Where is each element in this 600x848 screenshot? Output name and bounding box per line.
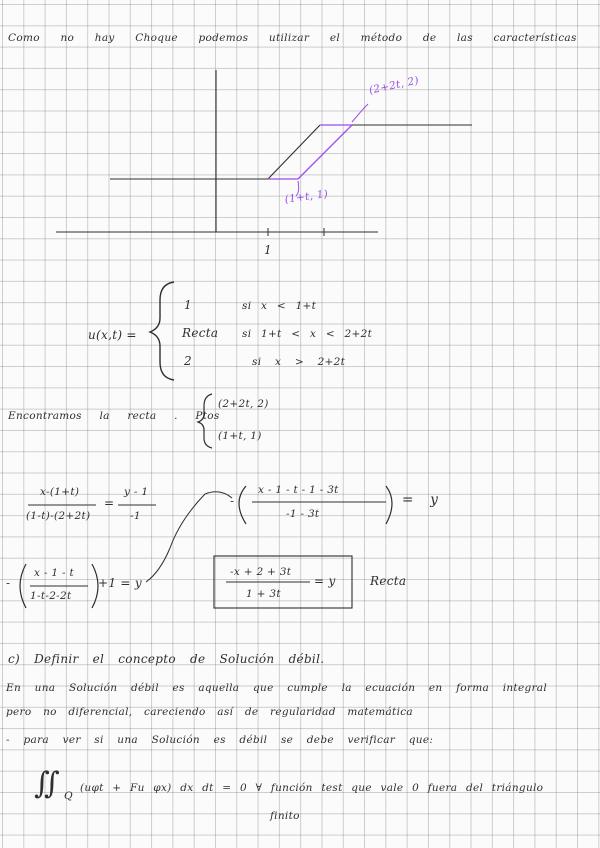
boxed-tail: = y [314,574,336,588]
frac3-numerator: x - 1 - t - 1 - 3t [258,484,339,496]
point-1: (2+2t, 2) [218,398,269,410]
frac4-tail: +1 = y [98,576,142,590]
case-3-value: 2 [184,354,192,368]
frac2-denominator: -1 [130,510,141,522]
boxed-numerator: -x + 2 + 3t [230,566,292,578]
recta-label: Recta [370,574,407,588]
case-2-value: Recta [182,326,219,340]
frac2-numerator: y - 1 [124,486,149,498]
integral-body: (uφt + Fu φx) dx dt = 0 ∀ función test que vale 0 fuera del triángulo [80,782,544,794]
frac4-denominator: 1-t-2-2t [30,590,72,602]
piecewise-lhs: u(x,t) = [88,328,137,342]
boxed-denominator: 1 + 3t [246,588,281,600]
frac3-lead: - [230,494,235,508]
case-1-value: 1 [184,298,192,312]
tick-label-one: 1 [264,243,272,257]
upper-point-label: (2+2t, 2) [368,74,421,97]
double-integral-symbol: ∬ [34,766,60,801]
point-2: (1+t, 1) [218,430,262,442]
frac1-equals: = [104,496,115,510]
case-2-condition: si 1+t < x < 2+2t [242,328,373,340]
frac1-numerator: x-(1+t) [40,486,80,498]
frac3-tail: = y [402,492,439,508]
frac4-lead: - [6,576,11,590]
frac1-denominator: (1-t)-(2+2t) [26,510,91,522]
section-c-line-2: pero no diferencial, careciendo así de regularidad matemática [6,706,413,718]
line-intro: Encontramos la recta . Ptos [8,410,220,422]
case-3-condition: si x > 2+2t [252,356,346,368]
section-c-line-1: En una Solución débil es aquella que cumple la ecuación en forma integral [6,682,548,694]
lower-point-label: (1+t, 1) [284,187,329,206]
section-c-line-3: - para ver si una Solución es débil se debe verificar que: [6,734,434,746]
case-1-condition: si x < 1+t [242,300,317,312]
integral-last-word: finito [270,810,300,822]
integral-domain: Q [64,790,73,802]
frac4-numerator: x - 1 - t [34,567,74,579]
frac3-denominator: -1 - 3t [286,508,320,520]
intro-line: Como no hay Choque podemos utilizar el método de las características [8,32,577,44]
section-c-heading: c) Definir el concepto de Solución débil. [8,652,325,666]
